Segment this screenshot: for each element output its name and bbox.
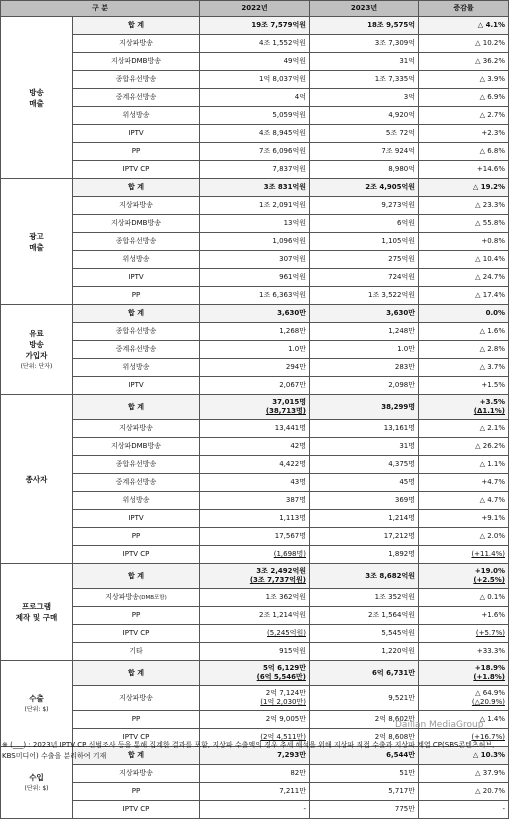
section-label xyxy=(1,395,73,564)
change-rate: △ 10.3% xyxy=(419,747,509,765)
table-row xyxy=(1,251,509,269)
section-label xyxy=(1,564,73,661)
value-2022: 5,059억원 xyxy=(200,107,310,125)
value-2022: 7,837억원 xyxy=(200,161,310,179)
row-label: PP xyxy=(73,607,200,625)
value-2022: 3,630만 xyxy=(200,305,310,323)
change-rate: △ 24.7% xyxy=(419,269,509,287)
value-2023: 3억 xyxy=(310,89,419,107)
change-rate: +14.6% xyxy=(419,161,509,179)
change-rate: (+11.4%) xyxy=(419,546,509,564)
table-row xyxy=(1,420,509,438)
change-rate: △ 2.8% xyxy=(419,341,509,359)
header-2022: 2022년 xyxy=(200,1,310,17)
change-rate: △ 2.7% xyxy=(419,107,509,125)
value-2023: 1,220억원 xyxy=(310,643,419,661)
table-total-row xyxy=(1,17,509,35)
value-2023: 2억 8,608만 xyxy=(310,729,419,747)
table-row xyxy=(1,686,509,711)
value-2022: 1,268만 xyxy=(200,323,310,341)
value-2023: 5,717만 xyxy=(310,783,419,801)
change-rate: △ 0.1% xyxy=(419,589,509,607)
change-rate: △ 37.9% xyxy=(419,765,509,783)
row-label: 지상파방송 xyxy=(73,35,200,53)
value-2022: 294만 xyxy=(200,359,310,377)
change-rate: △ 26.2% xyxy=(419,438,509,456)
value-2023: 13,161명 xyxy=(310,420,419,438)
table-body xyxy=(1,17,509,819)
value-2023: 17,212명 xyxy=(310,528,419,546)
row-label: 지상파방송 xyxy=(73,686,200,711)
value-2023: 1조 7,335억 xyxy=(310,71,419,89)
row-label: 종합유선방송 xyxy=(73,71,200,89)
row-label: 지상파DMB방송 xyxy=(73,53,200,71)
value-2022: (5,245억원) xyxy=(200,625,310,643)
table-row xyxy=(1,765,509,783)
row-label: PP xyxy=(73,783,200,801)
value-2023: 1.0만 xyxy=(310,341,419,359)
value-2022: 1.0만 xyxy=(200,341,310,359)
value-2022: 13,441명 xyxy=(200,420,310,438)
value-2022: 42명 xyxy=(200,438,310,456)
value-2022: 1조 6,363억원 xyxy=(200,287,310,305)
value-2023: 6억원 xyxy=(310,215,419,233)
section-label-text: 광고 매출 xyxy=(29,231,44,252)
row-label: IPTV xyxy=(73,125,200,143)
value-2023: 6,544만 xyxy=(310,747,419,765)
value-2023: 38,299명 xyxy=(310,395,419,420)
value-2023: 275억원 xyxy=(310,251,419,269)
value-2022: 4억 xyxy=(200,89,310,107)
value-2022: 2,067만 xyxy=(200,377,310,395)
value-2023: 1,214명 xyxy=(310,510,419,528)
row-label: 합 계 xyxy=(73,179,200,197)
table-row xyxy=(1,546,509,564)
change-rate: △ 1.1% xyxy=(419,456,509,474)
row-label: IPTV CP xyxy=(73,729,200,747)
table-row xyxy=(1,161,509,179)
row-label: 합 계 xyxy=(73,747,200,765)
header-change: 증감률 xyxy=(419,1,509,17)
section-unit: (단위: $) xyxy=(24,784,49,792)
value-2022: 1조 362억원 xyxy=(200,589,310,607)
table-row xyxy=(1,215,509,233)
table-row xyxy=(1,287,509,305)
row-label: PP xyxy=(73,528,200,546)
change-rate: △ 6.8% xyxy=(419,143,509,161)
value-2022: 1억 8,037억원 xyxy=(200,71,310,89)
change-rate: (+5.7%) xyxy=(419,625,509,643)
table-row xyxy=(1,510,509,528)
change-rate: △ 6.9% xyxy=(419,89,509,107)
value-2022: 3조 2,492억원 (3조 7,737억원) xyxy=(200,564,310,589)
value-2023: 1조 3,522억원 xyxy=(310,287,419,305)
value-2022: 37,015명 (38,713명) xyxy=(200,395,310,420)
row-label: 지상파DMB방송 xyxy=(73,438,200,456)
value-2022: 1조 2,091억원 xyxy=(200,197,310,215)
value-2022: 3조 831억원 xyxy=(200,179,310,197)
table-row xyxy=(1,323,509,341)
row-label: 중계유선방송 xyxy=(73,474,200,492)
section-label xyxy=(1,661,73,747)
change-rate: +18.9% (+1.8%) xyxy=(419,661,509,686)
value-2022: 1,113명 xyxy=(200,510,310,528)
value-2023: 3조 8,682억원 xyxy=(310,564,419,589)
value-2022: 915억원 xyxy=(200,643,310,661)
watermark: Dailian MediaGroup xyxy=(395,720,484,730)
row-label: 합 계 xyxy=(73,305,200,323)
change-rate: +2.3% xyxy=(419,125,509,143)
table-total-row xyxy=(1,179,509,197)
table-total-row xyxy=(1,395,509,420)
table-row xyxy=(1,89,509,107)
table-row xyxy=(1,53,509,71)
value-2023: 9,521만 xyxy=(310,686,419,711)
value-2023: 2억 8,602만 xyxy=(310,711,419,729)
row-label: 위성방송 xyxy=(73,359,200,377)
change-rate: △ 1.4% xyxy=(419,711,509,729)
change-rate: △ 20.7% xyxy=(419,783,509,801)
row-label: 지상파방송(DMB포함) xyxy=(73,589,200,607)
value-2022: 4조 8,945억원 xyxy=(200,125,310,143)
value-2022: 307억원 xyxy=(200,251,310,269)
value-2023: 3,630만 xyxy=(310,305,419,323)
value-2023: 9,273억원 xyxy=(310,197,419,215)
row-label: PP xyxy=(73,711,200,729)
value-2022: 7,293만 xyxy=(200,747,310,765)
table-row xyxy=(1,341,509,359)
change-rate: +1.5% xyxy=(419,377,509,395)
change-rate: +3.5% (Δ1.1%) xyxy=(419,395,509,420)
row-label: 합 계 xyxy=(73,17,200,35)
value-2022: 1,096억원 xyxy=(200,233,310,251)
change-rate: △ 10.2% xyxy=(419,35,509,53)
table-row xyxy=(1,125,509,143)
change-rate: △ 55.8% xyxy=(419,215,509,233)
value-2022: 13억원 xyxy=(200,215,310,233)
value-2023: 45명 xyxy=(310,474,419,492)
table-row xyxy=(1,438,509,456)
value-2023: 775만 xyxy=(310,801,419,819)
row-label: IPTV CP xyxy=(73,161,200,179)
row-label: IPTV xyxy=(73,377,200,395)
value-2023: 31명 xyxy=(310,438,419,456)
value-2022: - xyxy=(200,801,310,819)
change-rate: △ 4.7% xyxy=(419,492,509,510)
table-row xyxy=(1,456,509,474)
value-2023: 7조 924억 xyxy=(310,143,419,161)
section-label xyxy=(1,305,73,395)
value-2022: 7,211만 xyxy=(200,783,310,801)
value-2022: 19조 7,579억원 xyxy=(200,17,310,35)
value-2022: 2조 1,214억원 xyxy=(200,607,310,625)
table-row xyxy=(1,643,509,661)
row-label: 위성방송 xyxy=(73,492,200,510)
value-2022: 43명 xyxy=(200,474,310,492)
row-label: PP xyxy=(73,287,200,305)
value-2023: 1,248만 xyxy=(310,323,419,341)
value-2023: 8,980억 xyxy=(310,161,419,179)
change-rate: 0.0% xyxy=(419,305,509,323)
table-row xyxy=(1,107,509,125)
row-label: IPTV xyxy=(73,510,200,528)
footnote: ※ (___) : 2023년 IPTV CP 신범조사 등을 통해 집계한 결과를 포함, 지상파 수출액의 경우 추세 해석을 위해 지상파 직접 수출과 지상파 계열 CP(SBS콘텐츠허브, KBS미디어) 수출을 분리하여 기재 xyxy=(2,741,495,760)
row-label: 종합유선방송 xyxy=(73,233,200,251)
change-rate: △ 2.0% xyxy=(419,528,509,546)
table-row xyxy=(1,143,509,161)
header-category: 구 분 xyxy=(1,1,200,17)
table-header-row xyxy=(1,1,509,17)
section-label xyxy=(1,17,73,179)
table-row xyxy=(1,359,509,377)
row-label: 지상파방송 xyxy=(73,420,200,438)
section-label-text: 종사자 xyxy=(25,474,48,484)
value-2022: 4조 1,552억원 xyxy=(200,35,310,53)
header-2023: 2023년 xyxy=(310,1,419,17)
value-2023: 283만 xyxy=(310,359,419,377)
table-row xyxy=(1,35,509,53)
change-rate: - xyxy=(419,801,509,819)
value-2023: 4,920억 xyxy=(310,107,419,125)
table-row xyxy=(1,607,509,625)
value-2023: 724억원 xyxy=(310,269,419,287)
row-label: 합 계 xyxy=(73,661,200,686)
row-label: 위성방송 xyxy=(73,251,200,269)
section-label-text: 방송 매출 xyxy=(29,87,44,108)
table-row xyxy=(1,492,509,510)
change-rate: △ 36.2% xyxy=(419,53,509,71)
table-total-row xyxy=(1,661,509,686)
row-label: 중계유선방송 xyxy=(73,341,200,359)
value-2022: 2억 7,124만 (1억 2,030만) xyxy=(200,686,310,711)
change-rate: △ 3.7% xyxy=(419,359,509,377)
table-row xyxy=(1,801,509,819)
section-label xyxy=(1,179,73,305)
change-rate: △ 17.4% xyxy=(419,287,509,305)
value-2022: 387명 xyxy=(200,492,310,510)
change-rate: △ 10.4% xyxy=(419,251,509,269)
section-label-text: 프로그램 제작 및 구매 xyxy=(15,602,58,622)
value-2023: 1조 352억원 xyxy=(310,589,419,607)
value-2022: 5억 6,129만 (6억 5,546만) xyxy=(200,661,310,686)
value-2022: 4,422명 xyxy=(200,456,310,474)
table-row xyxy=(1,377,509,395)
change-rate: △ 23.3% xyxy=(419,197,509,215)
change-rate: △ 4.1% xyxy=(419,17,509,35)
value-2023: 2조 4,905억원 xyxy=(310,179,419,197)
value-2022: 2억 9,005만 xyxy=(200,711,310,729)
table-row xyxy=(1,269,509,287)
value-2023: 1,892명 xyxy=(310,546,419,564)
value-2023: 18조 9,575억 xyxy=(310,17,419,35)
value-2022: 49억원 xyxy=(200,53,310,71)
row-label: 위성방송 xyxy=(73,107,200,125)
value-2023: 51만 xyxy=(310,765,419,783)
change-rate: (+16.7%) xyxy=(419,729,509,747)
value-2022: 17,567명 xyxy=(200,528,310,546)
row-label: 지상파DMB방송 xyxy=(73,215,200,233)
table-row xyxy=(1,625,509,643)
table-row xyxy=(1,233,509,251)
row-label: IPTV CP xyxy=(73,801,200,819)
value-2023: 4,375명 xyxy=(310,456,419,474)
value-2023: 5조 72억 xyxy=(310,125,419,143)
section-unit: (단위: 단자) xyxy=(20,362,53,370)
value-2023: 3조 7,309억 xyxy=(310,35,419,53)
value-2023: 6억 6,731만 xyxy=(310,661,419,686)
value-2023: 369명 xyxy=(310,492,419,510)
value-2023: 2,098만 xyxy=(310,377,419,395)
table-row xyxy=(1,589,509,607)
change-rate: △ 64.9% (△20.9%) xyxy=(419,686,509,711)
table-total-row xyxy=(1,564,509,589)
value-2023: 1,105억원 xyxy=(310,233,419,251)
row-label: 종합유선방송 xyxy=(73,323,200,341)
change-rate: △ 2.1% xyxy=(419,420,509,438)
row-label: IPTV xyxy=(73,269,200,287)
row-label: 종합유선방송 xyxy=(73,456,200,474)
change-rate: △ 3.9% xyxy=(419,71,509,89)
value-2022: (1,698명) xyxy=(200,546,310,564)
value-2022: 961억원 xyxy=(200,269,310,287)
table-row xyxy=(1,783,509,801)
change-rate: +19.0% (+2.5%) xyxy=(419,564,509,589)
row-label: 합 계 xyxy=(73,564,200,589)
change-rate: △ 19.2% xyxy=(419,179,509,197)
change-rate: △ 1.6% xyxy=(419,323,509,341)
value-2022: 7조 6,096억원 xyxy=(200,143,310,161)
change-rate: +0.8% xyxy=(419,233,509,251)
row-label: IPTV CP xyxy=(73,546,200,564)
section-label-text: 수출 xyxy=(29,693,44,703)
row-label: 합 계 xyxy=(73,395,200,420)
row-label: IPTV CP xyxy=(73,625,200,643)
section-label-text: 수입 xyxy=(29,772,44,782)
change-rate: +4.7% xyxy=(419,474,509,492)
table-row xyxy=(1,528,509,546)
value-2022: (2억 4,511만) xyxy=(200,729,310,747)
row-label: 지상파방송 xyxy=(73,765,200,783)
section-label-text: 유료 방송 가입자 xyxy=(25,328,48,360)
value-2022: 82만 xyxy=(200,765,310,783)
value-2023: 2조 1,564억원 xyxy=(310,607,419,625)
change-rate: +33.3% xyxy=(419,643,509,661)
section-unit: (단위: $) xyxy=(24,705,49,713)
row-label: PP xyxy=(73,143,200,161)
value-2023: 31억 xyxy=(310,53,419,71)
table-row xyxy=(1,474,509,492)
row-label: 중계유선방송 xyxy=(73,89,200,107)
row-label: 지상파방송 xyxy=(73,197,200,215)
table-total-row xyxy=(1,305,509,323)
row-label: 기타 xyxy=(73,643,200,661)
change-rate: +9.1% xyxy=(419,510,509,528)
table-row xyxy=(1,197,509,215)
table-row xyxy=(1,71,509,89)
change-rate: +1.6% xyxy=(419,607,509,625)
value-2023: 5,545억원 xyxy=(310,625,419,643)
